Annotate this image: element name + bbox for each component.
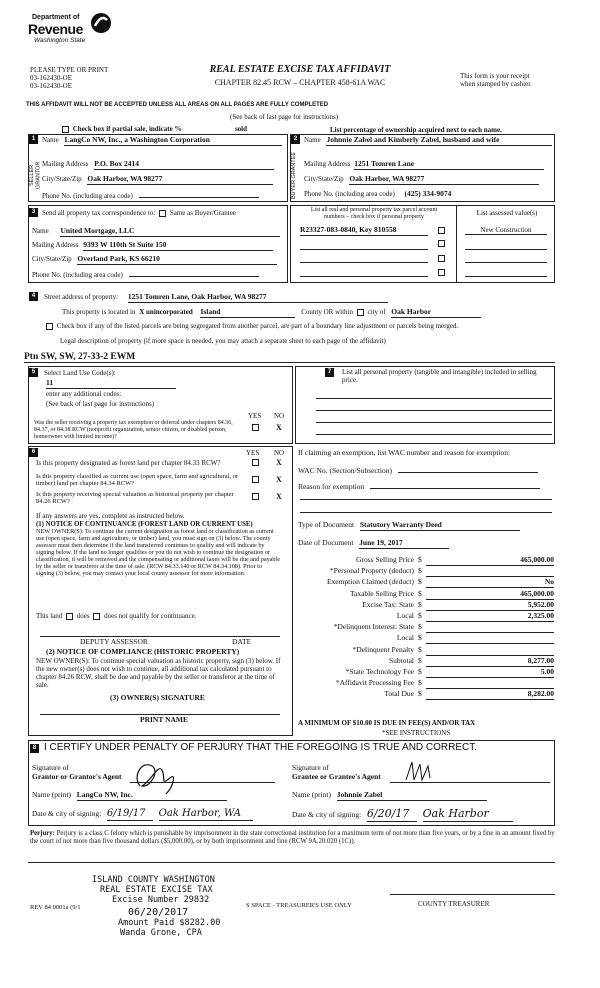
assessed-3-line xyxy=(465,262,547,263)
legal-line xyxy=(24,362,555,363)
print-name-label: PRINT NAME xyxy=(140,715,188,724)
seller-mailing-row xyxy=(42,160,274,170)
section-1-badge: 1 xyxy=(29,135,38,144)
parcel-2-line xyxy=(300,249,428,250)
s6-q3-answer[interactable]: X xyxy=(276,492,282,501)
logo-dept-line2: Revenue xyxy=(28,21,83,37)
buyer-name-row xyxy=(304,136,552,146)
segregated-row xyxy=(44,322,458,330)
street-value[interactable]: 1251 Tomren Lane, Oak Harbor, WA 98277 xyxy=(128,293,388,303)
reason-label: Reason for exemption xyxy=(298,482,365,491)
pp-line-3 xyxy=(316,422,552,423)
grantee-name-value[interactable]: Johnnie Zabel xyxy=(337,791,487,801)
deputy-assessor-label: DEPUTY ASSESSOR xyxy=(80,637,148,646)
tax-row-value[interactable] xyxy=(426,567,554,577)
legal-value[interactable]: Ptn SW, SW, 27-33-2 EWM xyxy=(24,352,136,362)
wac-row xyxy=(298,465,538,476)
street-row xyxy=(44,293,388,303)
tax-row-dollar: $ xyxy=(418,678,422,688)
rev-number: REV 84 0001a (9/1 xyxy=(30,904,81,911)
buyer-city-label: City/State/Zip xyxy=(304,175,344,183)
buyer-phone-label: Phone No. (including area code) xyxy=(304,190,395,198)
buyer-side-label: BUYER GRANTEE xyxy=(291,151,297,199)
parcel-4-line xyxy=(300,276,428,277)
treasurer-space-label: S SPACE - TREASURER'S USE ONLY xyxy=(246,902,352,909)
buyer-mailing-value[interactable]: 1251 Tomren Lane xyxy=(354,160,544,170)
tax-row-dollar: $ xyxy=(418,644,422,654)
seller-name-label: Name xyxy=(42,136,59,144)
doc-date-value[interactable]: June 19, 2017 xyxy=(359,539,449,549)
unincorporated-label: X unincorporated xyxy=(139,308,193,316)
section-3-badge: 3 xyxy=(29,208,38,217)
same-as-buyer-checkbox[interactable] xyxy=(159,210,166,217)
stamp-line-6: Wanda Grone, CPA xyxy=(120,928,202,938)
partial-sale-checkbox[interactable] xyxy=(62,126,69,133)
tax-row xyxy=(298,646,556,657)
receipt-note-1: This form is your receipt xyxy=(460,72,530,80)
corr-phone-value[interactable] xyxy=(129,269,259,277)
corr-mailing-label: Mailing Address xyxy=(32,241,79,249)
stamp-line-4: 06/20/2017 xyxy=(128,907,189,918)
located-row xyxy=(62,308,481,318)
seller-mailing-value[interactable]: P.O. Box 2414 xyxy=(94,160,274,170)
buyer-mailing-row xyxy=(304,160,544,170)
partial-sale-row xyxy=(60,125,247,133)
tax-row xyxy=(298,601,556,612)
tax-row-value[interactable] xyxy=(426,679,554,689)
s6-question-1: Is this property designated as forest land per chapter 84.33 RCW? xyxy=(36,459,221,467)
warning-text: THIS AFFIDAVIT WILL NOT BE ACCEPTED UNLESS ALL AREAS ON ALL PAGES ARE FULLY COMPLETED xyxy=(26,102,329,108)
form-chapter: CHAPTER 82.45 RCW – CHAPTER 458-61A WAC xyxy=(214,78,386,87)
seller-city-value[interactable]: Oak Harbor, WA 98277 xyxy=(87,175,273,185)
within-label: within xyxy=(335,308,353,316)
minimum-note: A MINIMUM OF $10.00 IS DUE IN FEE(S) AND/OR TAX xyxy=(298,719,476,727)
stamp-line-1: ISLAND COUNTY WASHINGTON xyxy=(92,875,215,885)
tax-row-label: *State Technology Fee xyxy=(345,667,414,676)
corr-label: Send all property tax correspondence to: xyxy=(42,209,156,217)
tax-row-label: Exemption Claimed (deduct) xyxy=(326,577,414,587)
personal-property-label: List all personal property (tangible and intangible) included in selling price. xyxy=(342,368,537,385)
corr-mailing-value[interactable]: 9393 W 110th St Suite 150 xyxy=(83,241,273,251)
tax-row-dollar: $ xyxy=(418,555,422,564)
pp-line-1 xyxy=(316,398,552,399)
additional-codes-label: enter any additional codes: xyxy=(46,390,122,398)
stamp-line-5: Amount Paid $8282.00 xyxy=(118,918,221,928)
grantee-date-value[interactable]: 6/20/17 xyxy=(367,808,417,822)
tax-row-value[interactable] xyxy=(426,646,554,656)
county-treasurer-label: COUNTY TREASURER xyxy=(418,900,490,908)
seller-phone-value[interactable] xyxy=(139,190,259,198)
located-label: This property is located in xyxy=(62,308,136,316)
tax-row-label: Local xyxy=(396,633,414,643)
tax-row xyxy=(298,657,556,668)
parcel-2-personal-checkbox[interactable] xyxy=(438,240,445,247)
certify-statement: I CERTIFY UNDER PENALTY OF PERJURY THAT THE FOREGOING IS TRUE AND CORRECT. xyxy=(44,742,478,753)
tax-row xyxy=(298,590,556,601)
tax-row xyxy=(298,690,556,701)
section-5-badge: 5 xyxy=(29,368,38,377)
buyer-phone-value[interactable]: (425) 334-9074 xyxy=(404,189,452,198)
tax-row-dollar: $ xyxy=(418,633,422,643)
logo-dept-line3: Washington State xyxy=(34,37,86,44)
logo-dept-line1: Department of xyxy=(32,14,80,21)
form-number-2: 03-162430-OE xyxy=(30,82,72,90)
tax-row-dollar: $ xyxy=(418,689,422,699)
tax-row-label: Taxable Selling Price xyxy=(349,588,414,598)
tax-row xyxy=(298,634,556,645)
doc-type-label: Type of Document xyxy=(298,520,355,529)
tax-row-label: *Delinquent Penalty xyxy=(352,644,414,654)
notice-1-text: NEW OWNER(S): To continue the current designation as forest land or classification as current use (open space, farm and agriculture, or timber) land, you must sign on (3) below. The county assessor must then determine if the land transferred continues to qualify and will indicate by signing below. If the land no longer qualifies or you do not wish to continue the designation or classification, it will be removed and the compensating or additional taxes will be due and payable by the seller or transferor at the time of sale. (RCW 84.33.140 or RCW 84.34.108). Prior to signing (3) below, you may contact your local county assessor for more information. xyxy=(36,528,280,577)
s5-no-header: NO xyxy=(274,412,285,420)
this-land-label: This land xyxy=(36,612,63,620)
notice-2-text: NEW OWNER(S): To continue special valuation as historic property, sign (3) below. If the new owner(s) does not wish to continue, all additional tax calculated pursuant to chapter 84.26 RCW, shall be due and payable by the seller or transferor at the time of sale. xyxy=(36,657,281,690)
grantor-sig-label-2: Grantor or Grantor's Agent xyxy=(32,772,122,781)
grantee-date-label: Date & city of signing: xyxy=(292,810,362,819)
corr-city-value[interactable]: Overland Park, KS 66210 xyxy=(77,255,277,265)
parcel-4-personal-checkbox[interactable] xyxy=(438,269,445,276)
buyer-city-value[interactable]: Oak Harbor, WA 98277 xyxy=(349,175,539,185)
parcel-1-value[interactable]: R23327-083-0840, Key 810558 xyxy=(300,226,428,236)
tax-row-value[interactable]: 8,282.00 xyxy=(426,690,554,700)
seller-mailing-label: Mailing Address xyxy=(42,160,89,168)
land-not-qualify-label: does not qualify for continuance. xyxy=(104,612,197,620)
seller-name-row xyxy=(42,136,282,146)
grantor-date-row xyxy=(32,808,253,821)
grantee-signature-image xyxy=(402,760,438,784)
treasurer-line xyxy=(390,894,555,895)
notice-1-title: (1) NOTICE OF CONTINUANCE (FOREST LAND OR CURRENT USE) xyxy=(36,521,253,528)
corr-phone-row xyxy=(32,269,259,279)
please-type: PLEASE TYPE OR PRINT xyxy=(30,66,109,74)
tax-row-label: *Affidavit Processing Fee xyxy=(335,678,414,688)
section-8-badge: 8 xyxy=(30,744,39,753)
owner-signature-label: (3) OWNER(S) SIGNATURE xyxy=(110,693,205,702)
buyer-name-label: Name xyxy=(304,136,321,144)
see-back-instructions: (See back of last page for instructions) xyxy=(230,113,339,121)
s5-q1-answer[interactable]: X xyxy=(276,423,282,432)
grantor-city-value[interactable]: Oak Harbor, WA xyxy=(159,808,253,821)
tax-row-dollar: $ xyxy=(418,611,422,620)
assessed-header: List assessed value(s) xyxy=(476,209,538,217)
corr-phone-label: Phone No. (including area code) xyxy=(32,271,123,279)
grantee-name-row xyxy=(292,791,487,801)
buyer-phone-row xyxy=(304,190,451,199)
receipt-note-2: when stamped by cashier. xyxy=(460,80,532,88)
s6-q2-yes-checkbox[interactable] xyxy=(252,476,259,483)
sold-label: sold xyxy=(234,125,248,133)
see-instructions: *SEE INSTRUCTIONS xyxy=(382,729,451,737)
tax-row-label: Gross Selling Price xyxy=(356,555,414,564)
assessed-2-line xyxy=(465,249,547,250)
reason-input[interactable] xyxy=(370,481,540,489)
stamp-line-3: Excise Number 29832 xyxy=(112,895,210,905)
s6-no-header: NO xyxy=(274,449,285,457)
dor-logo xyxy=(28,12,128,52)
ownership-note: List percentage of ownership acquired next to each name. xyxy=(330,126,502,134)
doc-date-label: Date of Document xyxy=(298,538,354,547)
tax-row-label: *Delinquent Interest: State xyxy=(333,622,414,632)
corr-name-row xyxy=(32,227,280,237)
grantee-sig-label-2: Grantee or Grantee's Agent xyxy=(292,772,381,781)
grantee-sig-label-1: Signature of xyxy=(292,763,329,772)
corr-name-label: Name xyxy=(32,227,49,235)
legal-label: Legal description of property (if more space is needed, you may attach a separate sheet to each page of the affidavit) xyxy=(60,337,386,345)
s6-question-2: Is this property classified as current use (open space, farm and agricultural, or timber) land per chapter 84.34 RCW? xyxy=(36,473,239,488)
tax-row-dollar: $ xyxy=(418,655,422,665)
wac-input[interactable] xyxy=(398,465,538,473)
tax-row-label: *Personal Property (deduct) xyxy=(329,566,414,576)
grantor-name-row xyxy=(32,791,227,801)
corr-name-value[interactable]: United Mortgage, LLC xyxy=(60,227,280,237)
tax-row-dollar: $ xyxy=(418,667,422,676)
parcel-3-personal-checkbox[interactable] xyxy=(438,255,445,262)
county-label: County OR xyxy=(301,308,334,316)
seller-city-row xyxy=(42,175,273,185)
tax-row-dollar: $ xyxy=(418,577,422,587)
dor-swoosh-icon xyxy=(90,12,112,34)
county-value[interactable]: Island xyxy=(200,308,295,318)
corr-city-label: City/State/Zip xyxy=(32,255,72,263)
s5-yes-header: YES xyxy=(248,412,262,420)
tax-row xyxy=(298,679,556,690)
within-city-checkbox[interactable] xyxy=(357,309,364,316)
s6-question-3: Is this property receiving special valuation as historical property per chapter 84.26 RCW? xyxy=(36,491,234,506)
doc-type-value[interactable]: Statutory Warranty Deed xyxy=(360,521,520,531)
corr-mailing-row xyxy=(32,241,273,251)
corr-header-row xyxy=(42,209,236,217)
city-of-label: city of xyxy=(367,308,386,316)
tax-row xyxy=(298,578,556,589)
section-4-badge: 4 xyxy=(29,292,38,301)
tax-row-value[interactable]: 465,000.00 xyxy=(426,590,554,600)
doc-type-row xyxy=(298,521,520,531)
seller-city-label: City/State/Zip xyxy=(42,175,82,183)
form-number-1: 03-162430-OE xyxy=(30,74,72,82)
land-use-value[interactable]: 11 xyxy=(46,379,176,389)
reason-line-2 xyxy=(300,499,552,500)
land-use-label: Select Land Use Code(s): xyxy=(44,369,116,377)
form-title: REAL ESTATE EXCISE TAX AFFIDAVIT xyxy=(209,64,391,75)
tax-row-dollar: $ xyxy=(418,599,422,609)
parcel-header-1: List all real and personal property tax parcel account xyxy=(310,207,438,213)
notice-2-title: (2) NOTICE OF COMPLIANCE (HISTORIC PROPERTY) xyxy=(46,647,240,656)
pp-line-2 xyxy=(316,410,552,411)
wac-label: WAC No. (Section/Subsection) xyxy=(298,466,392,475)
partial-sale-label: Check box if partial sale, indicate % xyxy=(72,125,182,133)
same-as-buyer-label: Same as Buyer/Grantee xyxy=(169,209,236,217)
assessed-1-value[interactable]: New Construction xyxy=(465,226,547,235)
section-2-badge: 2 xyxy=(291,135,300,144)
reason-line-3 xyxy=(300,512,552,513)
grantor-name-label: Name (print) xyxy=(32,790,71,799)
s6-yes-header: YES xyxy=(246,449,260,457)
s6-q1-answer[interactable]: X xyxy=(276,458,282,467)
corr-city-row xyxy=(32,255,277,265)
exemption-label: If claiming an exemption, list WAC number and reason for exemption: xyxy=(298,448,511,457)
perjury-text xyxy=(30,830,555,846)
tax-row-label: Local xyxy=(396,611,414,620)
s5-question-1: Was the seller receiving a property tax exemption or deferral under chapters 84.36, 84.37, or 84.38 RCW (nonprofit organization, senior citizen, or disabled person, homeowner with limited income)? xyxy=(34,420,233,440)
tax-row-value[interactable]: 5,952.00 xyxy=(426,601,554,611)
tax-row-dollar: $ xyxy=(418,588,422,598)
land-does-checkbox[interactable] xyxy=(66,613,73,620)
tax-row-value[interactable]: 2,325.00 xyxy=(426,612,554,622)
assessed-4-line xyxy=(465,276,547,277)
parcel-1-personal-checkbox[interactable] xyxy=(438,227,445,234)
perjury-label: Perjury: xyxy=(30,830,55,837)
tax-row-value[interactable]: 5.00 xyxy=(426,668,554,678)
land-does-label: does xyxy=(76,612,90,620)
street-label: Street address of property: xyxy=(44,293,119,301)
tax-row-label: Excise Tax: State xyxy=(362,599,414,609)
land-does-not-checkbox[interactable] xyxy=(93,613,100,620)
seller-phone-row xyxy=(42,190,259,200)
doc-date-row xyxy=(298,539,449,549)
segregated-label: Check box if any of the listed parcels are being segregated from another parcel, are part of a boundary line adjustment or parcels being merged. xyxy=(56,322,459,330)
s6-q1-yes-checkbox[interactable] xyxy=(252,459,259,466)
tax-row-value[interactable]: No xyxy=(426,578,554,588)
s5-q1-yes-checkbox[interactable] xyxy=(252,424,259,431)
seller-name-value[interactable]: LangCo NW, Inc., a Washington Corporation xyxy=(64,136,282,146)
perjury-body: Perjury is a class C felony which is punishable by imprisonment in the state correctional institution for a maximum term of not more than five years, or by a fine in an amount fixed by the court of not more than five thousand dollars ($5,000.00), or by both imprisonment and fine (RCW 9A.20.020 (1C)). xyxy=(30,830,555,845)
seller-phone-label: Phone No. (including area code) xyxy=(42,192,133,200)
pp-line-4 xyxy=(316,434,552,435)
buyer-city-row xyxy=(304,175,539,185)
city-value[interactable]: Oak Harbor xyxy=(391,308,481,318)
deputy-date-label: DATE xyxy=(232,637,252,646)
grantor-name-value[interactable]: LangCo NW, Inc. xyxy=(77,791,227,801)
tax-row-value[interactable] xyxy=(426,634,554,644)
grantor-date-label: Date & city of signing: xyxy=(32,809,102,818)
stamp-line-2: REAL ESTATE EXCISE TAX xyxy=(100,885,213,895)
parcel-header-2: numbers – check box if personal property xyxy=(324,214,424,220)
s6-q3-yes-checkbox[interactable] xyxy=(252,493,259,500)
tax-row-value[interactable] xyxy=(426,623,554,633)
grantee-name-label: Name (print) xyxy=(292,790,331,799)
tax-row-dollar: $ xyxy=(418,566,422,576)
s6-q2-answer[interactable]: X xyxy=(276,475,282,484)
reason-row xyxy=(298,481,540,492)
land-use-see-back: (See back of last page for instructions) xyxy=(46,400,155,408)
parcel-3-line xyxy=(300,262,428,263)
tax-row-value[interactable]: 8,277.00 xyxy=(426,657,554,667)
tax-row xyxy=(298,623,556,634)
section-6-badge: 6 xyxy=(29,448,38,457)
tax-row-value[interactable]: 465,000.00 xyxy=(426,556,554,566)
buyer-mailing-label: Mailing Address xyxy=(304,160,351,168)
section-7-badge: 7 xyxy=(325,368,334,377)
grantee-date-row xyxy=(292,808,513,822)
footer-divider xyxy=(28,862,555,863)
tax-row-label: Subtotal xyxy=(388,655,414,665)
grantor-date-value[interactable]: 6/19/17 xyxy=(107,808,153,821)
tax-row-label: Total Due xyxy=(384,689,414,699)
grantee-city-value[interactable]: Oak Harbor xyxy=(423,808,513,822)
this-land-row xyxy=(36,612,196,620)
grantor-sig-label-1: Signature of xyxy=(32,763,69,772)
buyer-name-value[interactable]: Johnnie Zabel and Kimberly Zabel, husband and wife xyxy=(326,136,552,146)
tax-row-dollar: $ xyxy=(418,622,422,632)
seller-side-label: SELLER GRANTOR xyxy=(29,161,42,189)
s6-if-yes: If any answers are yes, complete as instructed below. xyxy=(36,512,185,520)
segregated-checkbox[interactable] xyxy=(46,323,53,330)
